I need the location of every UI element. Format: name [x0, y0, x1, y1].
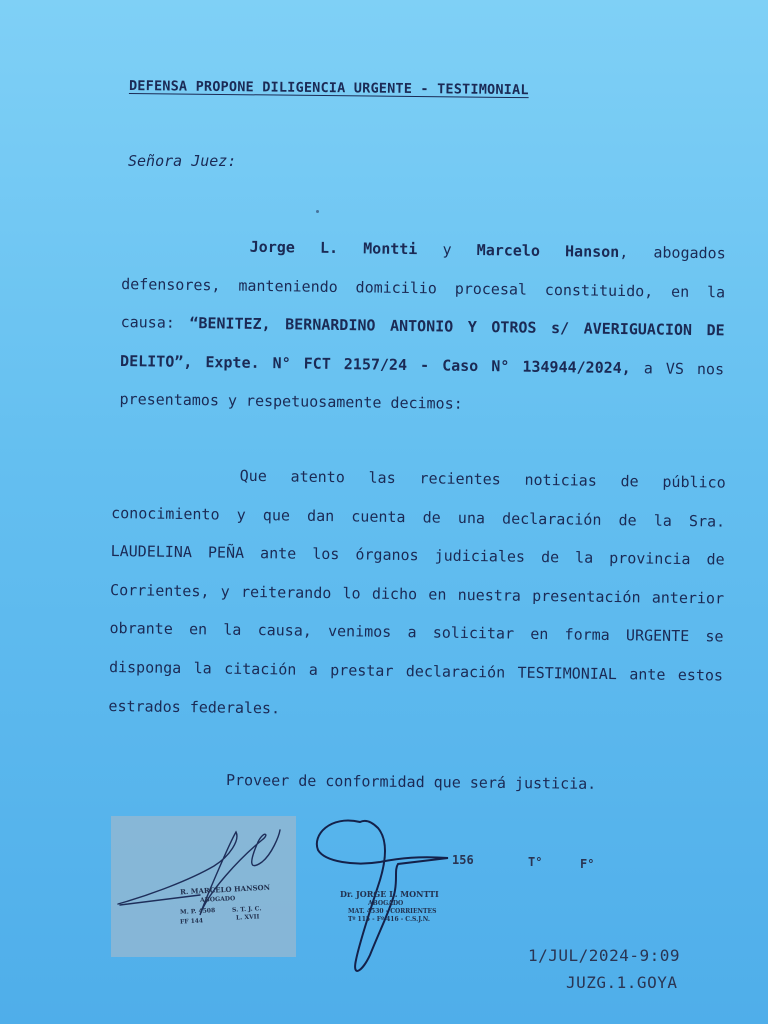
receipt-court: JUZG.1.GOYA [566, 973, 678, 992]
presentation-text: , abogados defensores, manteniendo domicilio procesal constituido, en la causa: [120, 242, 726, 333]
salutation: Señora Juez: [128, 152, 237, 170]
montti-stamp-name: Dr. JORGE L. MONTTI [340, 889, 439, 899]
receipt-number-fragment: 156 [452, 853, 474, 867]
conjunction: y [417, 240, 477, 259]
receipt-tomo: T° [528, 855, 543, 869]
hanson-stamp-libro: L. XVII [235, 913, 260, 922]
request-text: Que atento las recientes noticias de público conocimiento y que dan cuenta de una declaración de la Sra. LAUDELINA PEÑA ante los órganos judiciales de la provincia de Corrientes, y reiterando lo dicho en nuestra presentación anterior obrante en la causa, venimos a solicitar en forma URGENTE se disponga la citación a prestar declaración TESTIMONIAL ante estos estrados federales. [108, 466, 726, 717]
hanson-stamp-folio: FF 144 [179, 917, 204, 926]
montti-stamp-matricula: MAT. 4530 - CORRIENTES [348, 908, 437, 915]
montti-stamp-tomo: Tº 115 - Fº 416 - C.S.J.N. [348, 916, 430, 923]
closing-line: Proveer de conformidad que será justicia. [225, 771, 597, 793]
presentation-closing-text: a VS nos presentamos y respetuosamente decimos: [119, 358, 725, 414]
lawyer-name-hanson: Marcelo Hanson [476, 240, 620, 261]
document-title: DEFENSA PROPONE DILIGENCIA URGENTE - TESTIMONIAL [128, 78, 529, 99]
case-caption: “BENITEZ, BERNARDINO ANTONIO Y OTROS s/ AVERIGUACION DE DELITO”, Expte. N° FCT 2157/24 - Caso N° 134944/2024, [119, 314, 725, 377]
lawyer-name-montti: Jorge L. Montti [249, 237, 418, 259]
receipt-folio: F° [580, 857, 595, 871]
hanson-stamp-name: R. MARCELO HANSON [179, 882, 271, 897]
receipt-datetime: 1/JUL/2024-9:09 [528, 946, 680, 965]
hanson-stamp-matricula: M. P. 4508 [179, 907, 216, 916]
hanson-stamp-court: S. T. J. C. [231, 905, 262, 914]
hanson-stamp-role: ABOGADO [199, 895, 236, 904]
montti-stamp-role: ABOGADO [368, 900, 404, 907]
